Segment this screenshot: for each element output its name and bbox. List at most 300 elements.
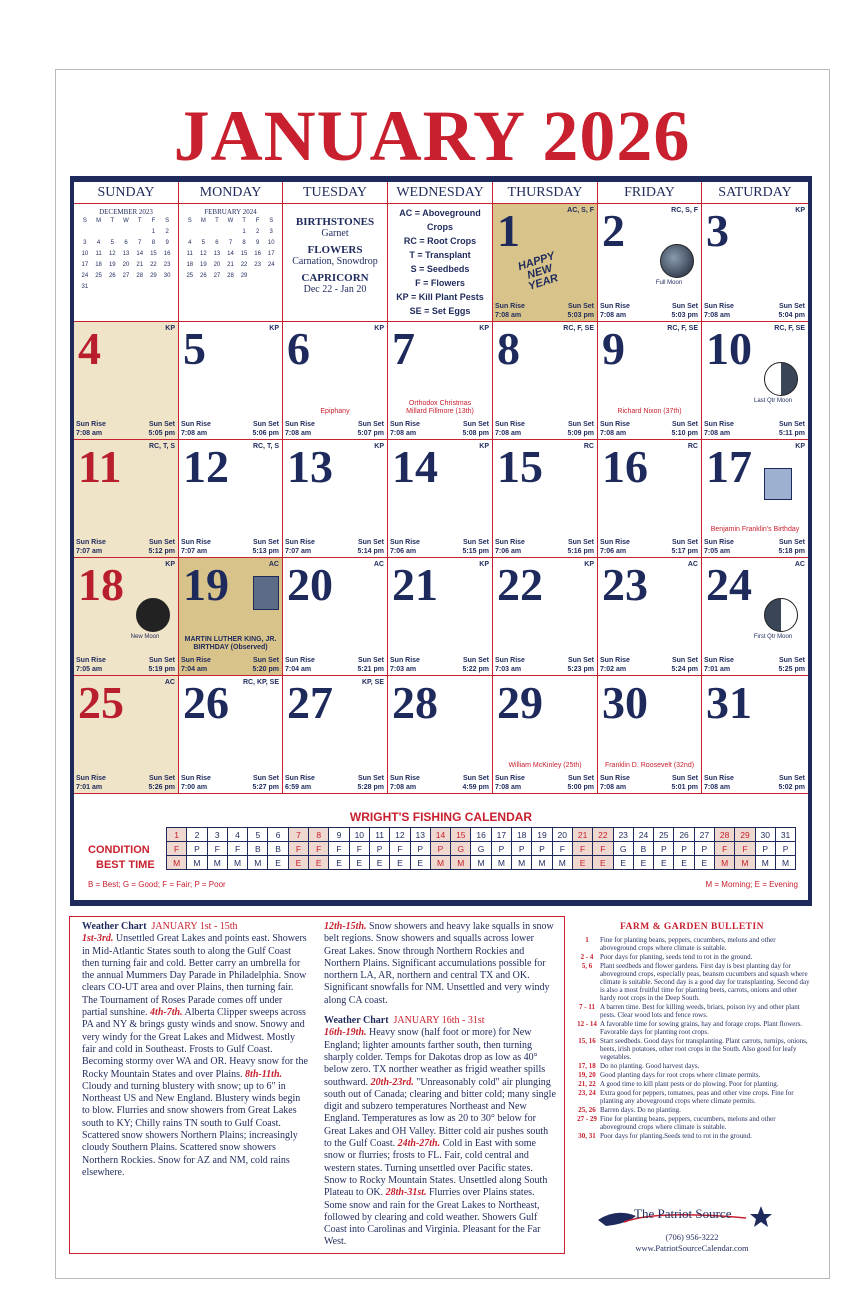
day-cell[interactable]	[388, 440, 493, 558]
day-cell[interactable]	[388, 676, 493, 794]
day-cell[interactable]	[179, 676, 283, 794]
mini-day: 12	[200, 251, 207, 257]
farm-row-days: 21, 22	[578, 1080, 596, 1088]
mini-calendar-body	[74, 204, 178, 290]
weather-text: Snow showers and heavy lake squalls in snow belt regions. Snow showers and squalls across lower Great Lakes. Snow through Northern Rockies and Northern Plains. Significant accumulations possible for northern LA, AR, northern and central TX and OK. Significant snowfalls for NM. Unsettled and very windy along CA coast.	[324, 921, 554, 1006]
day-cell[interactable]	[598, 558, 702, 676]
farm-row	[574, 1071, 810, 1079]
day-cell[interactable]	[283, 676, 388, 794]
day-number: 25	[78, 677, 124, 728]
sunrise-time: 7:03 am	[390, 666, 417, 673]
sunrise-time: 7:07 am	[285, 548, 312, 555]
fishing-cell: M	[227, 856, 247, 870]
day-codes: KP	[479, 325, 489, 332]
fishing-cell: 1	[167, 828, 187, 842]
fishing-cell: M	[207, 856, 227, 870]
weekday-header: MONDAY	[179, 182, 283, 204]
fishing-cell: F	[552, 842, 572, 856]
sunrise-time: 7:03 am	[495, 666, 522, 673]
fishing-cell: P	[775, 842, 795, 856]
day-codes: AC	[373, 561, 384, 568]
sunset-label: Sun Set	[148, 421, 175, 428]
day-cell[interactable]	[598, 204, 702, 322]
info-value: Dec 22 - Jan 20	[303, 284, 367, 295]
fishing-cell: E	[288, 856, 308, 870]
moon-label: New Moon	[130, 634, 160, 640]
day-cell[interactable]	[74, 558, 179, 676]
fishing-cell: P	[654, 842, 674, 856]
sunset-time: 5:23 pm	[567, 666, 594, 673]
mlk-portrait-icon	[253, 576, 279, 610]
sunrise-time: 7:08 am	[181, 430, 208, 437]
day-codes: RC	[687, 443, 698, 450]
sunrise-label: Sun Rise	[704, 303, 734, 310]
moon-label: Full Moon	[655, 280, 683, 286]
sunrise-time: 7:04 am	[285, 666, 312, 673]
mini-calendar-title: FEBRUARY 2024	[204, 208, 257, 216]
mini-day: 10	[81, 251, 89, 257]
fishing-cell: E	[309, 856, 329, 870]
day-number: 12	[183, 441, 229, 492]
day-codes: AC	[687, 561, 698, 568]
fishing-legend-left: B = Best; G = Good; F = Fair; P = Poor	[88, 880, 226, 889]
sunset-label: Sun Set	[252, 657, 279, 664]
mini-day: 3	[83, 240, 87, 246]
mini-day: 22	[150, 262, 157, 268]
weather-box	[69, 916, 565, 1254]
day-cell[interactable]	[283, 558, 388, 676]
fishing-cell: P	[512, 842, 532, 856]
fishing-cell: M	[552, 856, 572, 870]
sunset-time: 5:05 pm	[148, 430, 175, 437]
mini-calendar-grid	[74, 216, 178, 290]
sunrise-time: 7:06 am	[600, 548, 627, 555]
fishing-cell: 11	[369, 828, 389, 842]
mini-day: 17	[267, 251, 275, 257]
fishing-cell: P	[491, 842, 511, 856]
day-codes: KP	[269, 325, 279, 332]
mini-calendar[interactable]	[179, 204, 283, 322]
mini-weekday: F	[151, 218, 156, 224]
day-cell[interactable]	[74, 676, 179, 794]
day-number: 8	[497, 323, 520, 374]
day-cell[interactable]	[493, 204, 598, 322]
mini-weekday: M	[96, 218, 102, 224]
fishing-cell: F	[329, 842, 349, 856]
holiday-note-line: BIRTHDAY (Observed)	[193, 644, 268, 651]
day-cell[interactable]	[179, 322, 283, 440]
sunrise-label: Sun Rise	[600, 775, 630, 782]
farm-row-text: Fine for planting beans, peppers, cucumbers, melons and other aboveground crops where climate is suitable.	[600, 1115, 776, 1131]
sunset-label: Sun Set	[671, 539, 698, 546]
weather-text: Alberta Clipper sweeps across PA and NY & brings gusty winds and snow. Snowy and very windy for the Great Lakes and Midwest. Mostly fair and cold in Southeast. Frosts to Gulf Coast. Becoming stormy over WA and OR. Heavy snow for the Rocky Mountain States and over Plains.	[82, 1007, 308, 1080]
day-codes: KP	[374, 325, 384, 332]
fishing-cell: 20	[552, 828, 572, 842]
fishing-cell: E	[654, 856, 674, 870]
mini-calendar[interactable]	[74, 204, 179, 322]
sunrise-label: Sun Rise	[600, 657, 630, 664]
farm-row-days: 15, 16	[578, 1037, 596, 1045]
day-number: 29	[497, 677, 543, 728]
farm-row-text: A barren time. Best for killing weeds, briars, poison ivy and other plant pests. Clear wood lots and fence rows.	[600, 1003, 800, 1019]
sunrise-time: 7:06 am	[390, 548, 417, 555]
fishing-cell: M	[248, 856, 268, 870]
mini-day: 2	[255, 229, 260, 235]
sunset-label: Sun Set	[778, 303, 805, 310]
day-codes: KP	[479, 443, 489, 450]
fishing-row	[167, 842, 796, 856]
fishing-cell: 5	[248, 828, 268, 842]
sunrise-label: Sun Rise	[390, 539, 420, 546]
mini-day: 24	[81, 273, 89, 279]
farm-row	[574, 962, 810, 1002]
crop-code-line: F = Flowers	[415, 278, 465, 288]
sunrise-label: Sun Rise	[600, 303, 630, 310]
fishing-cell: F	[390, 842, 410, 856]
weather-text: "Unreasonably cold" air plunging south out of Canada; clearing and bitter cold; many single digit and subzero temperatures Northeast and New England. Temperatures as low as 20 to 30° below for Great Lakes and OH Valley. Bitter cold air pushes south to the Gulf Coast.	[324, 1076, 556, 1150]
day-cell[interactable]	[702, 676, 808, 794]
mini-day: 15	[240, 251, 248, 257]
info-value: Carnation, Snowdrop	[292, 256, 378, 267]
fishing-cell: P	[532, 842, 552, 856]
mini-day: 17	[81, 262, 89, 268]
fishing-cell: E	[593, 856, 613, 870]
farm-row	[574, 1132, 810, 1140]
sunset-label: Sun Set	[462, 657, 489, 664]
fishing-cell: M	[167, 856, 187, 870]
fishing-cell: 16	[471, 828, 491, 842]
sunrise-label: Sun Rise	[495, 775, 525, 782]
day-number: 9	[602, 323, 625, 374]
sunrise-label: Sun Rise	[704, 775, 734, 782]
farm-row-days: 17, 18	[578, 1062, 596, 1070]
mini-day: 16	[254, 251, 261, 257]
mini-day: 28	[227, 273, 234, 279]
sunrise-time: 6:59 am	[285, 784, 312, 791]
sunset-label: Sun Set	[671, 775, 698, 782]
day-codes: RC, F, SE	[563, 325, 594, 332]
fishing-cell: F	[735, 842, 755, 856]
fishing-cell: 15	[451, 828, 471, 842]
holiday-note-line: Franklin D. Roosevelt (32nd)	[604, 762, 695, 769]
sunset-time: 5:13 pm	[252, 548, 279, 555]
mini-day: 26	[200, 273, 207, 279]
mini-day: 2	[165, 229, 169, 235]
sunset-label: Sun Set	[778, 539, 805, 546]
day-cell[interactable]	[493, 322, 598, 440]
mini-day: 24	[267, 262, 275, 268]
mini-day: 22	[240, 262, 248, 268]
mini-day: 5	[201, 240, 206, 246]
sunset-label: Sun Set	[252, 539, 279, 546]
sunrise-label: Sun Rise	[704, 657, 734, 664]
crop-code-line: Crops	[426, 222, 453, 232]
day-number: 16	[602, 441, 648, 492]
birthstones-text	[283, 204, 387, 296]
mini-day	[210, 229, 224, 235]
day-number: 13	[287, 441, 333, 492]
weather-heading-1: Weather Chart	[82, 921, 147, 932]
day-number: 18	[78, 559, 124, 610]
weather-date-range: 16th-19th.	[324, 1027, 367, 1039]
sunset-label: Sun Set	[148, 775, 175, 782]
calendar-frame	[70, 176, 812, 906]
weather-text: Unsettled Great Lakes and points east. Showers in Mid-Atlantic States south to along the Gulf Coast then turning fair and cold. Better carry an umbrella for the annual Mummers Day Parade in Philadelphia. Snow clears CO-UT area and over Plains, then turning fair. The Tournament of Roses Parade comes off under partial sunshine.	[82, 933, 307, 1019]
day-codes: AC	[794, 561, 805, 568]
sunrise-time: 7:08 am	[390, 784, 417, 791]
fishing-cell: 10	[349, 828, 369, 842]
mini-day: 14	[227, 251, 234, 257]
mini-day: 1	[242, 229, 246, 235]
sunrise-time: 7:05 am	[76, 666, 103, 673]
holiday-note	[388, 400, 492, 416]
sunset-time: 5:17 pm	[671, 548, 698, 555]
fishing-cell: 30	[755, 828, 775, 842]
day-codes: RC, F, SE	[667, 325, 698, 332]
fishing-cell: E	[572, 856, 592, 870]
day-number: 23	[602, 559, 648, 610]
weather-range-1: JANUARY 1st - 15th	[151, 921, 238, 932]
website[interactable]: www.PatriotSourceCalendar.com	[635, 1243, 749, 1253]
fishing-cell: 23	[613, 828, 633, 842]
day-cell[interactable]	[702, 440, 808, 558]
mini-day	[197, 229, 211, 235]
sunrise-time: 7:01 am	[76, 784, 103, 791]
day-cell[interactable]	[283, 322, 388, 440]
day-cell[interactable]	[702, 204, 808, 322]
day-codes: RC, T, S	[148, 443, 175, 450]
day-cell[interactable]	[179, 440, 283, 558]
day-codes: KP	[479, 561, 489, 568]
sunrise-time: 7:08 am	[704, 312, 731, 319]
sunset-time: 5:16 pm	[567, 548, 594, 555]
sunrise-label: Sun Rise	[181, 657, 211, 664]
crop-codes-text	[388, 204, 492, 318]
day-number: 17	[706, 441, 752, 492]
weekday-header: TUESDAY	[283, 182, 388, 204]
day-number: 4	[78, 323, 101, 374]
sunset-label: Sun Set	[671, 421, 698, 428]
day-cell[interactable]	[598, 676, 702, 794]
farm-row-days: 7 - 11	[579, 1003, 595, 1011]
mini-day: 18	[95, 262, 102, 268]
sunrise-time: 7:08 am	[390, 430, 417, 437]
day-number: 30	[602, 677, 648, 728]
mini-day: 10	[267, 240, 275, 246]
holiday-note	[283, 408, 387, 416]
day-cell[interactable]	[598, 322, 702, 440]
day-cell[interactable]	[493, 558, 598, 676]
day-codes: AC	[164, 679, 175, 686]
weather-date-range: 12th-15th.	[324, 921, 367, 932]
farm-row-days: 2 - 4	[580, 953, 594, 961]
fishing-cell: E	[674, 856, 694, 870]
fishing-cell: M	[430, 856, 450, 870]
day-cell[interactable]	[388, 558, 493, 676]
sunset-label: Sun Set	[778, 657, 805, 664]
fishing-cell: F	[349, 842, 369, 856]
fishing-cell: 9	[329, 828, 349, 842]
mini-weekday: W	[227, 218, 234, 224]
info-heading: BIRTHSTONES	[295, 216, 375, 228]
day-cell[interactable]	[702, 322, 808, 440]
farm-row-days: 27 - 29	[577, 1115, 597, 1123]
moon-label: Last Qtr Moon	[753, 398, 792, 404]
farm-row	[574, 1003, 810, 1019]
sunrise-label: Sun Rise	[495, 421, 525, 428]
fishing-cell: M	[187, 856, 207, 870]
sunset-time: 5:00 pm	[567, 784, 594, 791]
holiday-note-line: Epiphany	[320, 408, 350, 415]
day-cell[interactable]	[598, 440, 702, 558]
fishing-cell: F	[207, 842, 227, 856]
day-number: 15	[497, 441, 543, 492]
fishing-cell: E	[694, 856, 714, 870]
sunrise-time: 7:06 am	[495, 548, 522, 555]
mini-day: 3	[269, 229, 273, 235]
farm-row	[574, 1080, 810, 1088]
day-cell[interactable]	[283, 440, 388, 558]
fishing-cell: P	[410, 842, 430, 856]
sunset-time: 4:59 pm	[462, 784, 489, 791]
weather-date-range: 1st-3rd.	[82, 933, 114, 945]
weather-text: Flurries over Plains states. Some snow and rain for the Great Lakes to Northeast, followed by clearing and cold weather. Showers Gulf Coast into Carolinas and Virginia. Pleasant for the Far West.	[324, 1187, 541, 1248]
fishing-cell: E	[390, 856, 410, 870]
farm-row-text: Do no planting. Good harvest days.	[600, 1062, 700, 1070]
farm-bulletin	[574, 922, 810, 1140]
day-cell[interactable]	[388, 322, 493, 440]
day-cell[interactable]	[493, 440, 598, 558]
day-codes: RC, T, S	[252, 443, 279, 450]
day-cell[interactable]	[74, 322, 179, 440]
sunset-time: 5:02 pm	[778, 784, 805, 791]
sunset-label: Sun Set	[357, 657, 384, 664]
sunrise-label: Sun Rise	[390, 775, 420, 782]
weather-date-range: 20th-23rd.	[370, 1076, 414, 1088]
fishing-cell: 6	[268, 828, 288, 842]
mini-day: 16	[163, 251, 171, 257]
sunrise-label: Sun Rise	[704, 539, 734, 546]
sunrise-time: 7:08 am	[76, 430, 103, 437]
fishing-cell: F	[288, 842, 308, 856]
sunset-label: Sun Set	[462, 539, 489, 546]
sunset-label: Sun Set	[567, 539, 594, 546]
crop-code-line: KP = Kill Plant Pests	[396, 292, 484, 302]
day-cell[interactable]	[179, 558, 283, 676]
fishing-cell: 8	[309, 828, 329, 842]
weekday-header: SUNDAY	[74, 182, 179, 204]
farm-row-days: 12 - 14	[577, 1020, 597, 1028]
sunrise-time: 7:07 am	[76, 548, 103, 555]
sunset-time: 5:19 pm	[148, 666, 175, 673]
day-codes: RC, F, SE	[774, 325, 805, 332]
fishing-cell: P	[674, 842, 694, 856]
sunrise-label: Sun Rise	[495, 303, 525, 310]
mini-weekday: S	[165, 218, 170, 224]
sunrise-label: Sun Rise	[285, 775, 315, 782]
fishing-cell: M	[512, 856, 532, 870]
mini-day: 30	[163, 273, 171, 279]
patriot-source-logo	[596, 1200, 776, 1230]
fishing-cell: M	[532, 856, 552, 870]
day-cell[interactable]	[702, 558, 808, 676]
fishing-cell: B	[268, 842, 288, 856]
sunset-time: 5:11 pm	[778, 430, 805, 437]
page-title: JANUARY 2026	[173, 96, 691, 176]
sunset-time: 5:07 pm	[357, 430, 384, 437]
mini-day: 13	[213, 251, 221, 257]
sunrise-label: Sun Rise	[181, 421, 211, 428]
day-codes: KP	[795, 207, 805, 214]
sunset-time: 5:10 pm	[671, 430, 698, 437]
fishing-cell: P	[187, 842, 207, 856]
day-cell[interactable]	[493, 676, 598, 794]
sunrise-time: 7:08 am	[600, 784, 627, 791]
happy-new-year-text: HAPPY NEW YEAR	[516, 249, 560, 293]
fishing-cell: 13	[410, 828, 430, 842]
holiday-note	[702, 526, 808, 534]
holiday-note-line: Orthodox Christmas	[408, 400, 472, 407]
sunset-time: 5:03 pm	[567, 312, 594, 319]
day-number: 31	[706, 677, 752, 728]
fishing-cell: E	[613, 856, 633, 870]
mini-day: 8	[242, 240, 246, 246]
calendar-grid	[74, 182, 808, 900]
crop-codes-legend	[388, 204, 493, 322]
day-cell[interactable]	[74, 440, 179, 558]
mini-day: 8	[151, 240, 156, 246]
sunset-label: Sun Set	[148, 539, 175, 546]
crop-code-line: SE = Set Eggs	[409, 306, 471, 316]
mini-weekday: F	[255, 218, 260, 224]
mini-day	[119, 229, 133, 235]
mini-day: 29	[240, 273, 248, 279]
fishing-cell: 12	[390, 828, 410, 842]
mini-weekday: W	[123, 218, 129, 224]
fishing-title: WRIGHT'S FISHING CALENDAR	[349, 810, 533, 824]
sunset-label: Sun Set	[567, 421, 594, 428]
farm-row	[574, 1115, 810, 1131]
weather-text-2	[324, 1027, 556, 1248]
sunrise-time: 7:00 am	[181, 784, 208, 791]
mini-day: 18	[186, 262, 194, 268]
fishing-calendar	[74, 798, 808, 900]
farm-row-text: Barren days. Do no planting.	[600, 1106, 681, 1114]
fishing-cell: P	[430, 842, 450, 856]
sunset-label: Sun Set	[567, 775, 594, 782]
fishing-cell: E	[633, 856, 653, 870]
sunset-label: Sun Set	[567, 657, 594, 664]
sunset-label: Sun Set	[252, 775, 279, 782]
farm-row-text: Start seedbeds. Good days for transplanting. Plant carrots, turnips, onions, beets, irish potatoes, other root crops in the South. Also good for leafy vegetables.	[600, 1037, 808, 1061]
sunrise-label: Sun Rise	[285, 539, 315, 546]
farm-row	[574, 1037, 810, 1061]
sunset-label: Sun Set	[778, 421, 805, 428]
farm-row-days: 30, 31	[578, 1132, 596, 1140]
sunset-time: 5:18 pm	[778, 548, 805, 555]
holiday-note	[598, 762, 701, 770]
sunset-time: 5:28 pm	[357, 784, 384, 791]
mini-day: 26	[108, 273, 116, 279]
fishing-cell: P	[755, 842, 775, 856]
day-codes: KP	[165, 325, 175, 332]
sunrise-time: 7:08 am	[495, 430, 522, 437]
birthstones-box	[283, 204, 388, 322]
fishing-cell: M	[451, 856, 471, 870]
sunset-time: 5:27 pm	[252, 784, 279, 791]
fishing-cell: 27	[694, 828, 714, 842]
sunrise-label: Sun Rise	[76, 539, 106, 546]
